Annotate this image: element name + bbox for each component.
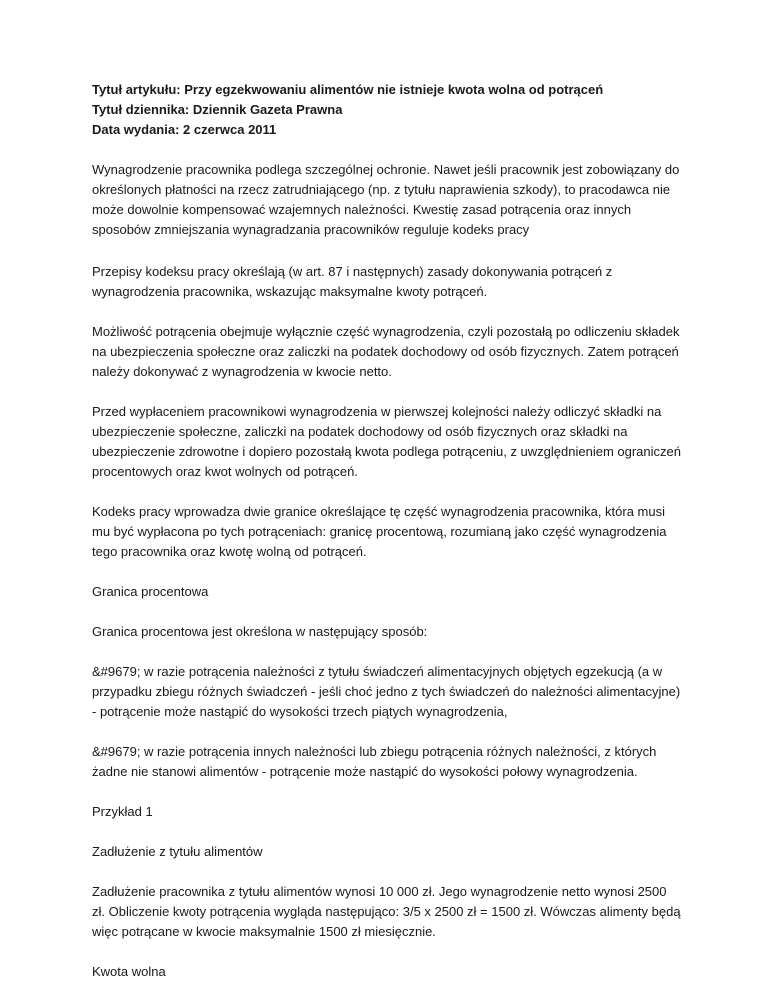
article-title: Tytuł artykułu: Przy egzekwowaniu alimentów nie istnieje kwota wolna od potrąceń bbox=[92, 82, 604, 97]
example-subheading: Zadłużenie z tytułu alimentów bbox=[92, 844, 263, 859]
bullet-other-deduction: &#9679; w razie potrącenia innych należności lub zbiegu potrącenia różnych należności, z których żadne nie stanowi alimentów - potrącenie może nastąpić do wysokości połowy wynagrodzenia. bbox=[92, 744, 657, 779]
example-heading: Przykład 1 bbox=[92, 804, 153, 819]
section-heading-percentage-limit: Granica procentowa bbox=[92, 584, 209, 599]
paragraph-example-calculation: Zadłużenie pracownika z tytułu alimentów wynosi 10 000 zł. Jego wynagrodzenie netto wynosi 2500 zł. Obliczenie kwoty potrącenia wygląda następująco: 3/5 x 2500 zł = 1500 zł. Wówczas alimenty będą więc potrącane w kwocie maksymalnie 1500 zł miesięcznie. bbox=[92, 884, 681, 939]
paragraph-two-limits: Kodeks pracy wprowadza dwie granice określające tę część wynagrodzenia pracownika, która musi mu być wypłacona po tych potrąceniach: granicę procentową, rozumianą jako część wynagrodzenia tego pracownika oraz kwotę wolną od potrąceń. bbox=[92, 504, 667, 559]
section-heading-free-amount: Kwota wolna bbox=[92, 964, 166, 979]
bullet-alimony-deduction: &#9679; w razie potrącenia należności z tytułu świadczeń alimentacyjnych objętych egzekucją (a w przypadku zbiegu różnych świadczeń - jeśli choć jedno z tych świadczeń do należności alimentacyjne) - potrącenie może nastąpić do wysokości trzech piątych wynagrodzenia, bbox=[92, 664, 681, 719]
paragraph-deduction-order: Przed wypłaceniem pracownikowi wynagrodzenia w pierwszej kolejności należy odliczyć składki na ubezpieczenie społeczne, zaliczki na podatek dochodowy od osób fizycznych oraz składki na ubezpieczenie zdrowotne i dopiero pozostałą kwota podlega potrąceniu, z uwzględnieniem ograniczeń procentowych oraz kwot wolnych od potrąceń. bbox=[92, 404, 681, 479]
paragraph-net-salary: Możliwość potrącenia obejmuje wyłącznie część wynagrodzenia, czyli pozostałą po odliczeniu składek na ubezpieczenia społeczne oraz zaliczki na podatek dochodowy od osób fizycznych. Zatem potrąceń należy dokonywać z wynagrodzenia w kwocie netto. bbox=[92, 324, 680, 379]
document-page bbox=[92, 80, 682, 1002]
journal-title: Tytuł dziennika: Dziennik Gazeta Prawna bbox=[92, 102, 343, 117]
paragraph-intro: Wynagrodzenie pracownika podlega szczególnej ochronie. Nawet jeśli pracownik jest zobowiązany do określonych płatności na rzecz zatrudniającego (np. z tytułu naprawienia szkody), to pracodawca nie może dowolnie kompensować wzajemnych należności. Kwestię zasad potrącenia oraz innych sposobów zmniejszania wynagradzania pracowników reguluje kodeks pracy bbox=[92, 162, 680, 237]
publication-date: Data wydania: 2 czerwca 2011 bbox=[92, 122, 277, 137]
paragraph-limit-definition: Granica procentowa jest określona w następujący sposób: bbox=[92, 624, 428, 639]
article-metadata bbox=[92, 80, 682, 140]
paragraph-regulations: Przepisy kodeksu pracy określają (w art. 87 i następnych) zasady dokonywania potrąceń z wynagrodzenia pracownika, wskazując maksymalne kwoty potrąceń. bbox=[92, 264, 613, 299]
